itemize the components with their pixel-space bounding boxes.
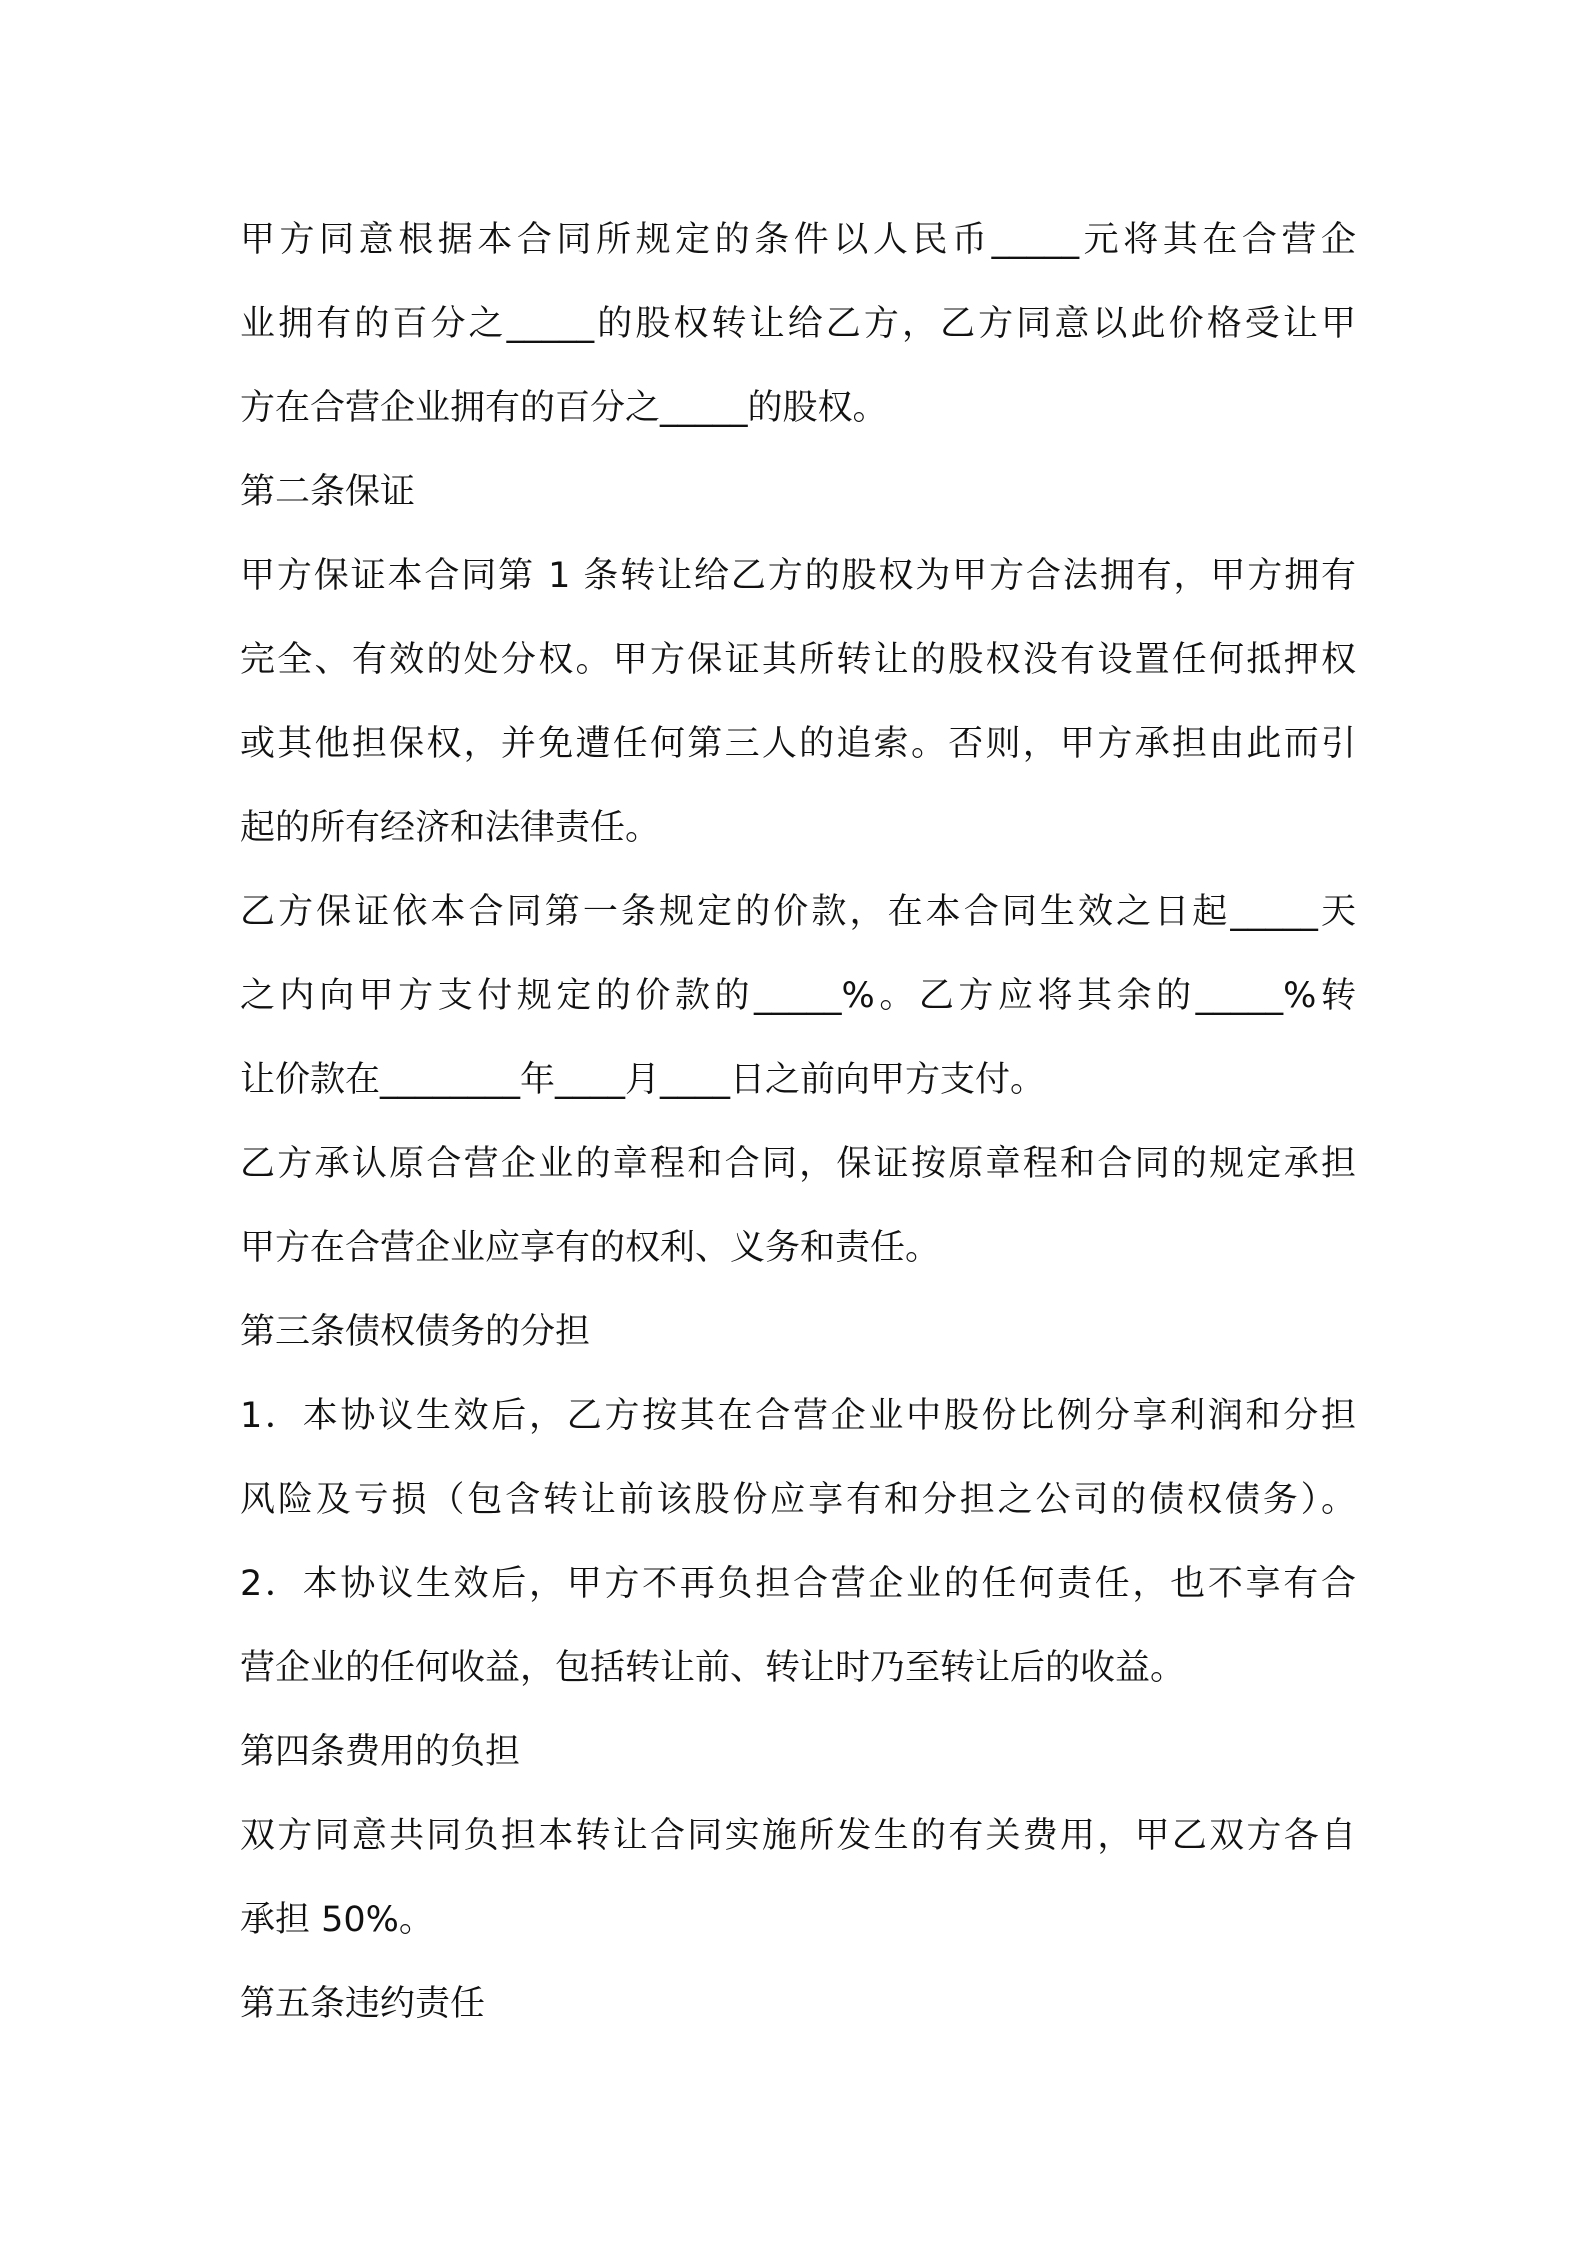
paragraph-line: 1．本协议生效后，乙方按其在合营企业中股份比例分享利润和分担 bbox=[240, 1396, 1356, 1436]
paragraph-line: 双方同意共同负担本转让合同实施所发生的有关费用，甲乙双方各自 bbox=[240, 1816, 1356, 1856]
paragraph-line: 承担 50%。 bbox=[240, 1900, 434, 1940]
paragraph-line: 甲方保证本合同第 1 条转让给乙方的股权为甲方合法拥有，甲方拥有 bbox=[240, 556, 1356, 596]
paragraph-line: 业拥有的百分之_____的股权转让给乙方，乙方同意以此价格受让甲 bbox=[240, 304, 1356, 344]
paragraph-line: 之内向甲方支付规定的价款的_____%。乙方应将其余的_____%转 bbox=[240, 976, 1356, 1016]
section-heading: 第二条保证 bbox=[240, 472, 416, 512]
paragraph-line: 风险及亏损（包含转让前该股份应享有和分担之公司的债权债务）。 bbox=[240, 1480, 1356, 1520]
paragraph-line: 乙方承认原合营企业的章程和合同，保证按原章程和合同的规定承担 bbox=[240, 1144, 1356, 1184]
paragraph-line: 让价款在________年____月____日之前向甲方支付。 bbox=[240, 1060, 1046, 1100]
paragraph-line: 起的所有经济和法律责任。 bbox=[240, 808, 661, 848]
paragraph-line: 营企业的任何收益，包括转让前、转让时乃至转让后的收益。 bbox=[240, 1648, 1186, 1688]
paragraph-line: 方在合营企业拥有的百分之_____的股权。 bbox=[240, 388, 888, 428]
section-heading: 第三条债权债务的分担 bbox=[240, 1312, 591, 1352]
paragraph-line: 乙方保证依本合同第一条规定的价款，在本合同生效之日起_____天 bbox=[240, 892, 1356, 932]
section-heading: 第五条违约责任 bbox=[240, 1984, 486, 2024]
paragraph-line: 完全、有效的处分权。甲方保证其所转让的股权没有设置任何抵押权 bbox=[240, 640, 1356, 680]
paragraph-line: 或其他担保权，并免遭任何第三人的追索。否则，甲方承担由此而引 bbox=[240, 724, 1356, 764]
paragraph-line: 甲方在合营企业应享有的权利、义务和责任。 bbox=[240, 1228, 941, 1268]
paragraph-line: 2．本协议生效后，甲方不再负担合营企业的任何责任，也不享有合 bbox=[240, 1564, 1356, 1604]
section-heading: 第四条费用的负担 bbox=[240, 1732, 521, 1772]
document-body bbox=[240, 198, 1356, 2046]
paragraph-line: 甲方同意根据本合同所规定的条件以人民币_____元将其在合营企 bbox=[240, 220, 1356, 260]
